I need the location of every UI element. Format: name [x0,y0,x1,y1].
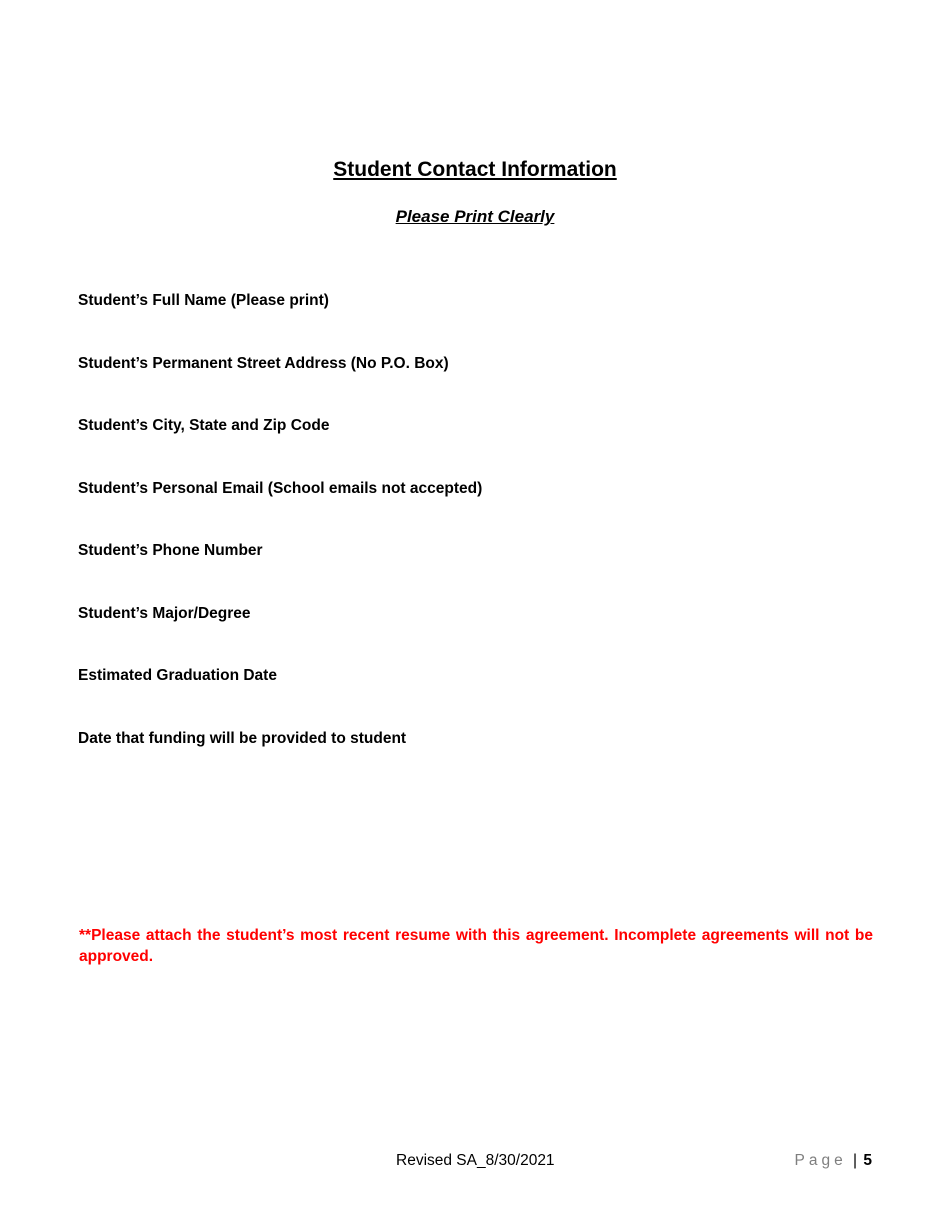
page-title: Student Contact Information [333,158,617,181]
field-label-full-name: Student’s Full Name (Please print) [78,292,329,309]
footer-page-indicator [795,1152,872,1170]
footer-revision: Revised SA_8/30/2021 [396,1152,555,1169]
footer-page-word: Page [794,1152,847,1169]
field-label-graduation-date: Estimated Graduation Date [78,667,277,684]
field-label-funding-date: Date that funding will be provided to student [78,730,407,747]
field-label-street-address: Student’s Permanent Street Address (No P.O. Box) [78,355,449,372]
resume-notice: **Please attach the student’s most recent resume with this agreement. Incomplete agreements will not be approved. [79,927,873,965]
footer-page-separator: | [853,1152,858,1169]
field-label-personal-email: Student’s Personal Email (School emails not accepted) [78,480,483,497]
page-subtitle: Please Print Clearly [395,207,555,226]
field-label-major-degree: Student’s Major/Degree [78,605,251,622]
footer-page-number: 5 [863,1152,872,1169]
field-label-city-state-zip: Student’s City, State and Zip Code [78,417,330,434]
field-label-phone-number: Student’s Phone Number [78,542,263,559]
